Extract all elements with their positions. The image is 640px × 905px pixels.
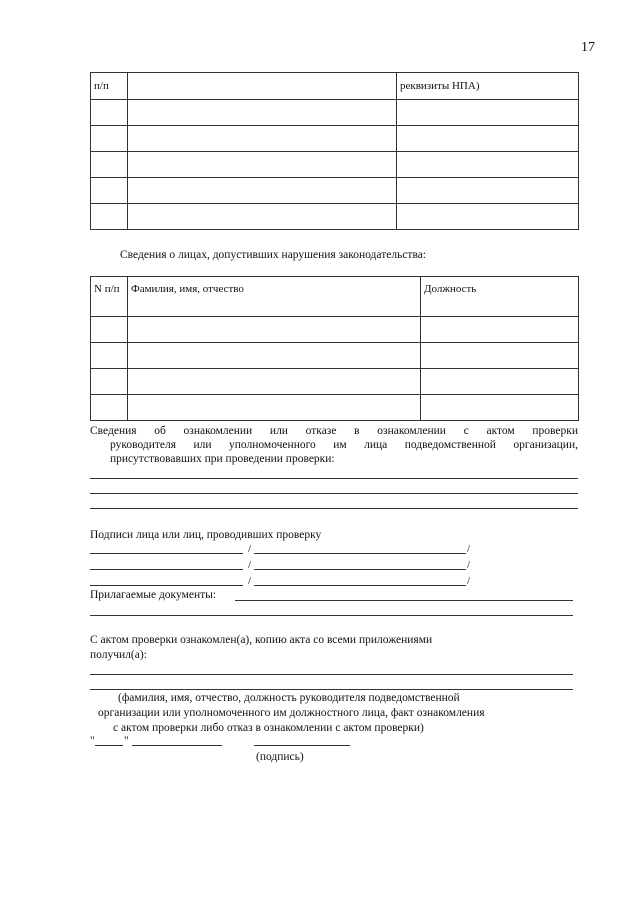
signature-name-line (90, 569, 243, 570)
table-cell (128, 204, 397, 230)
note-line-2: организации или уполномоченного им должностного лица, факт ознакомления (98, 707, 485, 719)
violations-table (90, 72, 579, 230)
table-cell (128, 178, 397, 204)
date-month-line (132, 745, 222, 746)
table-cell (128, 100, 397, 126)
table-header-row (91, 73, 579, 100)
date-quote-close: " (124, 735, 129, 747)
signature-label: (подпись) (256, 751, 304, 763)
header-cell-position: Должность (421, 277, 579, 317)
header-cell-description (128, 73, 397, 100)
note-line-3: с актом проверки либо отказ в ознакомлении с актом проверки) (113, 722, 424, 734)
table-cell (397, 178, 579, 204)
signature-separator: / (248, 543, 252, 555)
received-line-2: получил(а): (90, 649, 147, 661)
signature-sign-line (254, 569, 466, 570)
attached-blank-line (235, 600, 573, 601)
attached-blank-line (90, 615, 573, 616)
acquaintance-line-1: Сведения об ознакомлении или отказе в ознакомлении с актом проверки (90, 425, 578, 437)
date-quote-open: " (90, 735, 95, 747)
table-row (91, 369, 579, 395)
acquaintance-line-3: присутствовавших при проведении проверки: (110, 453, 335, 465)
signatures-label: Подписи лица или лиц, проводивших проверку (90, 529, 322, 541)
signature-separator: / (467, 559, 471, 571)
table-cell (91, 100, 128, 126)
table-cell (397, 126, 579, 152)
table-cell (91, 369, 128, 395)
table-cell (91, 343, 128, 369)
received-blank-line (90, 674, 573, 675)
acquaintance-blank-line (90, 478, 578, 479)
received-blank-line (90, 689, 573, 690)
signature-separator: / (248, 559, 252, 571)
persons-table (90, 276, 579, 421)
received-line-1: С актом проверки ознакомлен(а), копию акта со всеми приложениями (90, 634, 433, 646)
table-cell (91, 178, 128, 204)
table-cell (91, 126, 128, 152)
table-cell (421, 343, 579, 369)
table-cell (91, 152, 128, 178)
table-row (91, 100, 579, 126)
acquaintance-blank-line (90, 493, 578, 494)
table-cell (128, 343, 421, 369)
signature-sign-line (254, 553, 466, 554)
table-row (91, 395, 579, 421)
header-cell-fullname: Фамилия, имя, отчество (128, 277, 421, 317)
table-header-row (91, 277, 579, 317)
table-row (91, 317, 579, 343)
table-row (91, 178, 579, 204)
signature-separator: / (248, 575, 252, 587)
header-cell-requisites: реквизиты НПА) (397, 73, 579, 100)
header-cell-number: N п/п (91, 277, 128, 317)
table-cell (397, 152, 579, 178)
signature-separator: / (467, 575, 471, 587)
table-cell (91, 395, 128, 421)
signature-separator: / (467, 543, 471, 555)
table-row (91, 204, 579, 230)
signature-name-line (90, 553, 243, 554)
table-row (91, 126, 579, 152)
signature-name-line (90, 585, 243, 586)
note-line-1: (фамилия, имя, отчество, должность руководителя подведомственной (118, 692, 460, 704)
signature-sign-line (254, 585, 466, 586)
table-cell (421, 395, 579, 421)
table-cell (128, 126, 397, 152)
table-row (91, 343, 579, 369)
acquaintance-line-2: руководителя или уполномоченного им лица подведомственной организации, (110, 439, 578, 451)
table-cell (397, 100, 579, 126)
table-cell (91, 317, 128, 343)
table-cell (91, 204, 128, 230)
table-cell (128, 317, 421, 343)
attached-label: Прилагаемые документы: (90, 589, 217, 601)
table-cell (128, 152, 397, 178)
page-number: 17 (581, 40, 595, 55)
date-day-line (95, 745, 123, 746)
acquaintance-blank-line (90, 508, 578, 509)
table-cell (397, 204, 579, 230)
table-cell (421, 317, 579, 343)
table-row (91, 152, 579, 178)
table-cell (128, 395, 421, 421)
table-cell (421, 369, 579, 395)
table-cell (128, 369, 421, 395)
signature-line (254, 745, 350, 746)
header-cell-number: п/п (91, 73, 128, 100)
persons-heading: Сведения о лицах, допустивших нарушения законодательства: (120, 249, 427, 261)
